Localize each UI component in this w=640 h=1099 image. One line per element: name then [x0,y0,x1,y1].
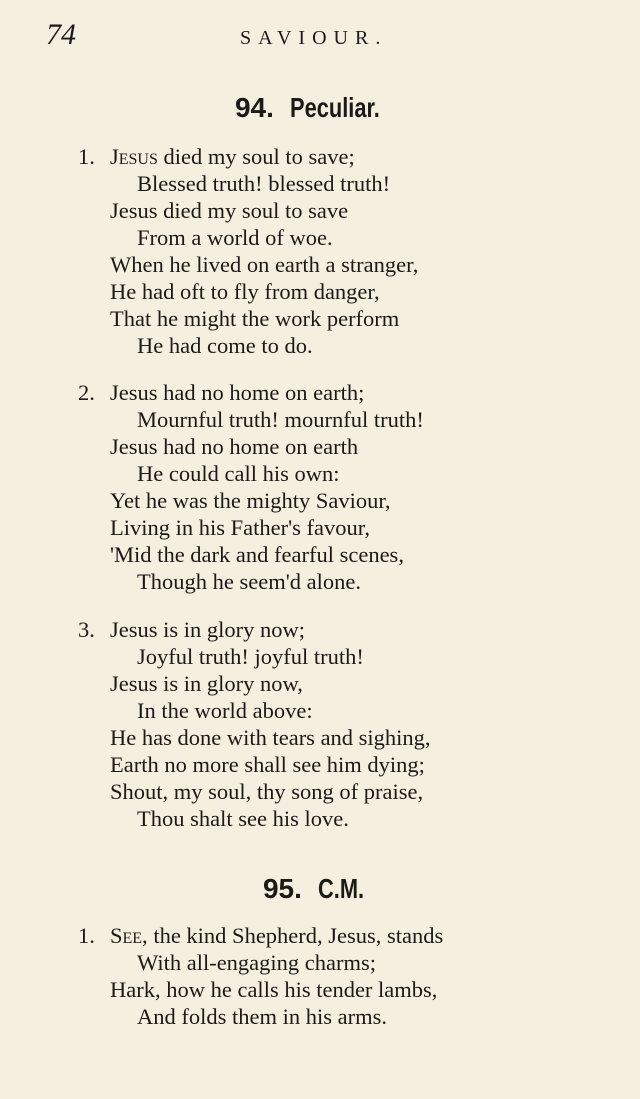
verse-line: Earth no more shall see him dying; [110,752,425,777]
hymn-94-stanza-3 [78,616,568,832]
first-word-small-caps: Jesus [110,144,158,169]
verse-line: He has done with tears and sighing, [110,725,431,750]
stanza-number: 2. [78,380,95,405]
hymn-95-stanza-1 [78,922,568,1030]
verse-line: With all-engaging charms; [137,950,377,975]
verse-line: Jesus is in glory now, [110,671,303,696]
verse-line: Though he seem'd alone. [137,569,361,594]
section-title: SAVIOUR. [240,27,388,49]
stanza-first-line [78,143,568,170]
hymn-95-heading [0,873,640,905]
verse-line: From a world of woe. [137,225,333,250]
verse-line: Yet he was the mighty Saviour, [110,488,391,513]
verse-line: Mournful truth! mournful truth! [137,407,424,432]
hymn-94-stanza-2 [78,379,568,595]
verse-line: And folds them in his arms. [137,1004,387,1029]
verse-line: Blessed truth! blessed truth! [137,171,391,196]
stanza-number: 1. [78,923,95,948]
first-word-small-caps: See, [110,923,148,948]
verse-line: He could call his own: [137,461,340,486]
verse-line: Jesus died my soul to save [110,198,349,223]
verse-line: Hark, how he calls his tender lambs, [110,977,438,1002]
verse-line: Joyful truth! joyful truth! [137,644,364,669]
stanza-number: 1. [78,144,95,169]
stanza-first-line [78,616,568,643]
first-line-text: died my soul to save; [157,144,355,169]
verse-line: In the world above: [137,698,313,723]
first-line-text: the kind Shepherd, Jesus, stands [147,923,444,948]
verse-line: He had come to do. [137,333,313,358]
verse-line: 'Mid the dark and fearful scenes, [110,542,404,567]
verse-line: Living in his Father's favour, [110,515,370,540]
stanza-first-line [78,379,568,406]
stanza-first-line [78,922,568,949]
hymn-94-stanza-1 [78,143,568,359]
hymn-meter: C.M. [317,873,365,904]
verse-line: When he lived on earth a stranger, [110,252,419,277]
first-line-text: Jesus had no home on earth; [110,380,365,405]
verse-line: He had oft to fly from danger, [110,279,380,304]
first-line-text: Jesus is in glory now; [110,617,306,642]
hymn-number: 95. [262,873,302,904]
hymn-meter: Peculiar. [289,92,380,123]
running-head [0,18,640,54]
verse-line: That he might the work perform [110,306,400,331]
verse-line: Jesus had no home on earth [110,434,359,459]
stanza-number: 3. [78,617,95,642]
hymn-94-heading [0,92,640,124]
verse-line: Shout, my soul, thy song of praise, [110,779,424,804]
hymn-number: 94. [234,92,274,123]
page-number: 74 [46,18,76,51]
verse-line: Thou shalt see his love. [137,806,349,831]
